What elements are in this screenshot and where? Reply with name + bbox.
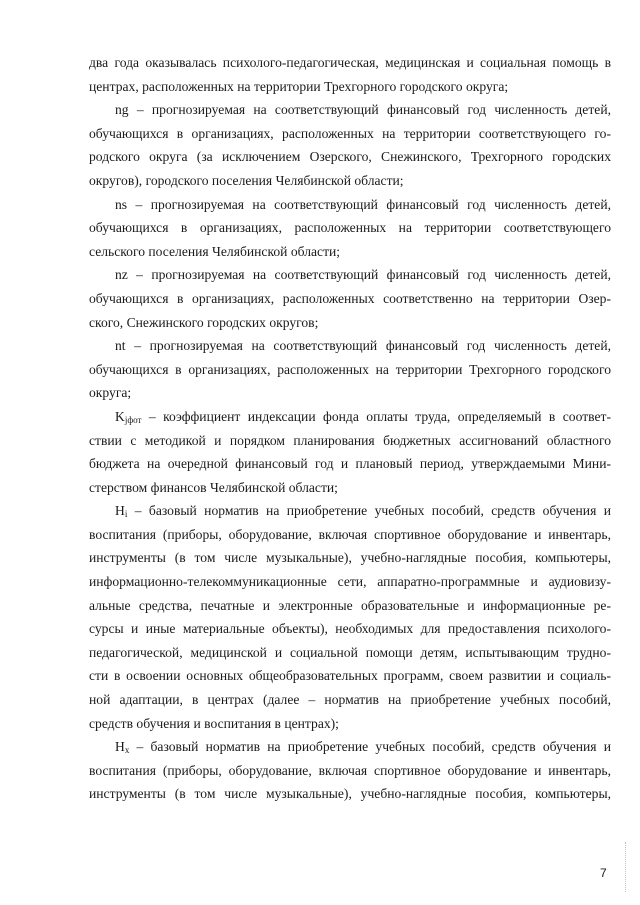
line-text: ствии с методикой и порядком планирования бюджетных ассигнований областного (89, 432, 611, 448)
formula-symbol: H (115, 503, 125, 519)
line-text: сурсы и иные материальные объекты), необходимых для предоставления психолого- (89, 621, 611, 637)
text-line (89, 98, 611, 122)
text-line (89, 334, 611, 358)
text-line (89, 688, 611, 712)
text-line (89, 75, 611, 99)
line-text: инструменты (в том числе музыкальные), учебно-наглядные пособия, компьютеры, (89, 786, 611, 802)
line-text: ского, Снежинского городских округов; (89, 314, 319, 330)
line-text: воспитания (приборы, оборудование, включая спортивное оборудование и инвентарь, (89, 762, 611, 778)
text-line (89, 735, 611, 759)
line-text: округа; (89, 385, 132, 401)
text-line (89, 145, 611, 169)
text-line (89, 523, 611, 547)
text-line (89, 641, 611, 665)
line-text: ной адаптации, в центрах (далее – норматив на приобретение учебных пособий, (89, 692, 611, 708)
line-text: средств обучения и воспитания в центрах); (89, 715, 339, 731)
line-text: ng – прогнозируемая на соответствующий финансовый год численность детей, (115, 102, 611, 118)
paragraph (89, 193, 611, 264)
line-text: родского округа (за исключением Озерского, Снежинского, Трехгорного городских (89, 149, 611, 165)
text-line (89, 499, 611, 523)
document-body (89, 51, 611, 806)
paragraph (89, 735, 611, 806)
text-line (89, 405, 611, 429)
text-line (89, 476, 611, 500)
formula-subscript: x (124, 745, 130, 756)
text-line (89, 570, 611, 594)
paragraph (89, 263, 611, 334)
text-line (89, 311, 611, 335)
line-text: инструменты (в том числе музыкальные), учебно-наглядные пособия, компьютеры, (89, 550, 611, 566)
line-text: центрах, расположенных на территории Трехгорного городского округа; (89, 78, 509, 94)
line-text: ns – прогнозируемая на соответствующий финансовый год численность детей, (115, 196, 611, 212)
scan-edge-mark (625, 842, 628, 892)
line-text: обучающихся в организациях, расположенных на территории соответствующего го- (89, 125, 611, 141)
line-text: воспитания (приборы, оборудование, включая спортивное оборудование и инвентарь, (89, 526, 611, 542)
text-line (89, 546, 611, 570)
text-line (89, 51, 611, 75)
text-line (89, 240, 611, 264)
line-text: альные средства, печатные и электронные образовательные и информационные ре- (89, 597, 611, 613)
line-text: обучающихся в организациях, расположенных соответственно на территории Озер- (89, 290, 611, 306)
line-text: nt – прогнозируемая на соответствующий финансовый год численность детей, (115, 338, 611, 354)
text-line (89, 782, 611, 806)
line-text: nz – прогнозируемая на соответствующий финансовый год численность детей, (115, 267, 611, 283)
text-line (89, 617, 611, 641)
text-line (89, 263, 611, 287)
text-line (89, 664, 611, 688)
line-text: сельского поселения Челябинской области; (89, 243, 341, 259)
line-text: округов), городского поселения Челябинской области; (89, 172, 404, 188)
text-line (89, 381, 611, 405)
formula-subscript: i (124, 509, 128, 520)
line-text: сти в освоении основных общеобразовательных программ, своем развитии и социаль- (89, 668, 611, 684)
line-text: – базовый норматив на приобретение учебных пособий, средств обучения и (127, 503, 611, 519)
line-text: обучающихся в организациях, расположенных на территории Трехгорного городского (89, 361, 611, 377)
page-number: 7 (600, 866, 607, 880)
paragraph (89, 334, 611, 405)
paragraph (89, 499, 611, 735)
text-line (89, 712, 611, 736)
text-line (89, 358, 611, 382)
line-text: обучающихся в организациях, расположенных на территории соответствующего (89, 220, 611, 236)
paragraph (89, 98, 611, 192)
text-line (89, 287, 611, 311)
line-text: два года оказывалась психолого-педагогическая, медицинская и социальная помощь в (89, 55, 611, 70)
formula-subscript: jфот (124, 414, 142, 425)
line-text: стерством финансов Челябинской области; (89, 479, 338, 495)
line-text: бюджета на очередной финансовый год и плановый период, утверждаемыми Мини- (89, 456, 611, 472)
formula-symbol: K (115, 408, 125, 424)
paragraph (89, 51, 611, 98)
line-text: педагогической, медицинской и социальной помощи детям, испытывающим трудно- (89, 644, 611, 660)
text-line (89, 759, 611, 783)
text-line (89, 429, 611, 453)
paragraph (89, 405, 611, 499)
line-text: – базовый норматив на приобретение учебных пособий, средств обучения и (129, 739, 611, 755)
line-text: информационно-телекоммуникационные сети, аппаратно-программные и аудиовизу- (89, 574, 611, 590)
text-line (89, 122, 611, 146)
text-line (89, 193, 611, 217)
formula-symbol: H (115, 739, 125, 755)
text-line (89, 169, 611, 193)
text-line (89, 594, 611, 618)
line-text: – коэффициент индексации фонда оплаты труда, определяемый в соответ- (141, 408, 611, 424)
text-line (89, 452, 611, 476)
text-line (89, 216, 611, 240)
